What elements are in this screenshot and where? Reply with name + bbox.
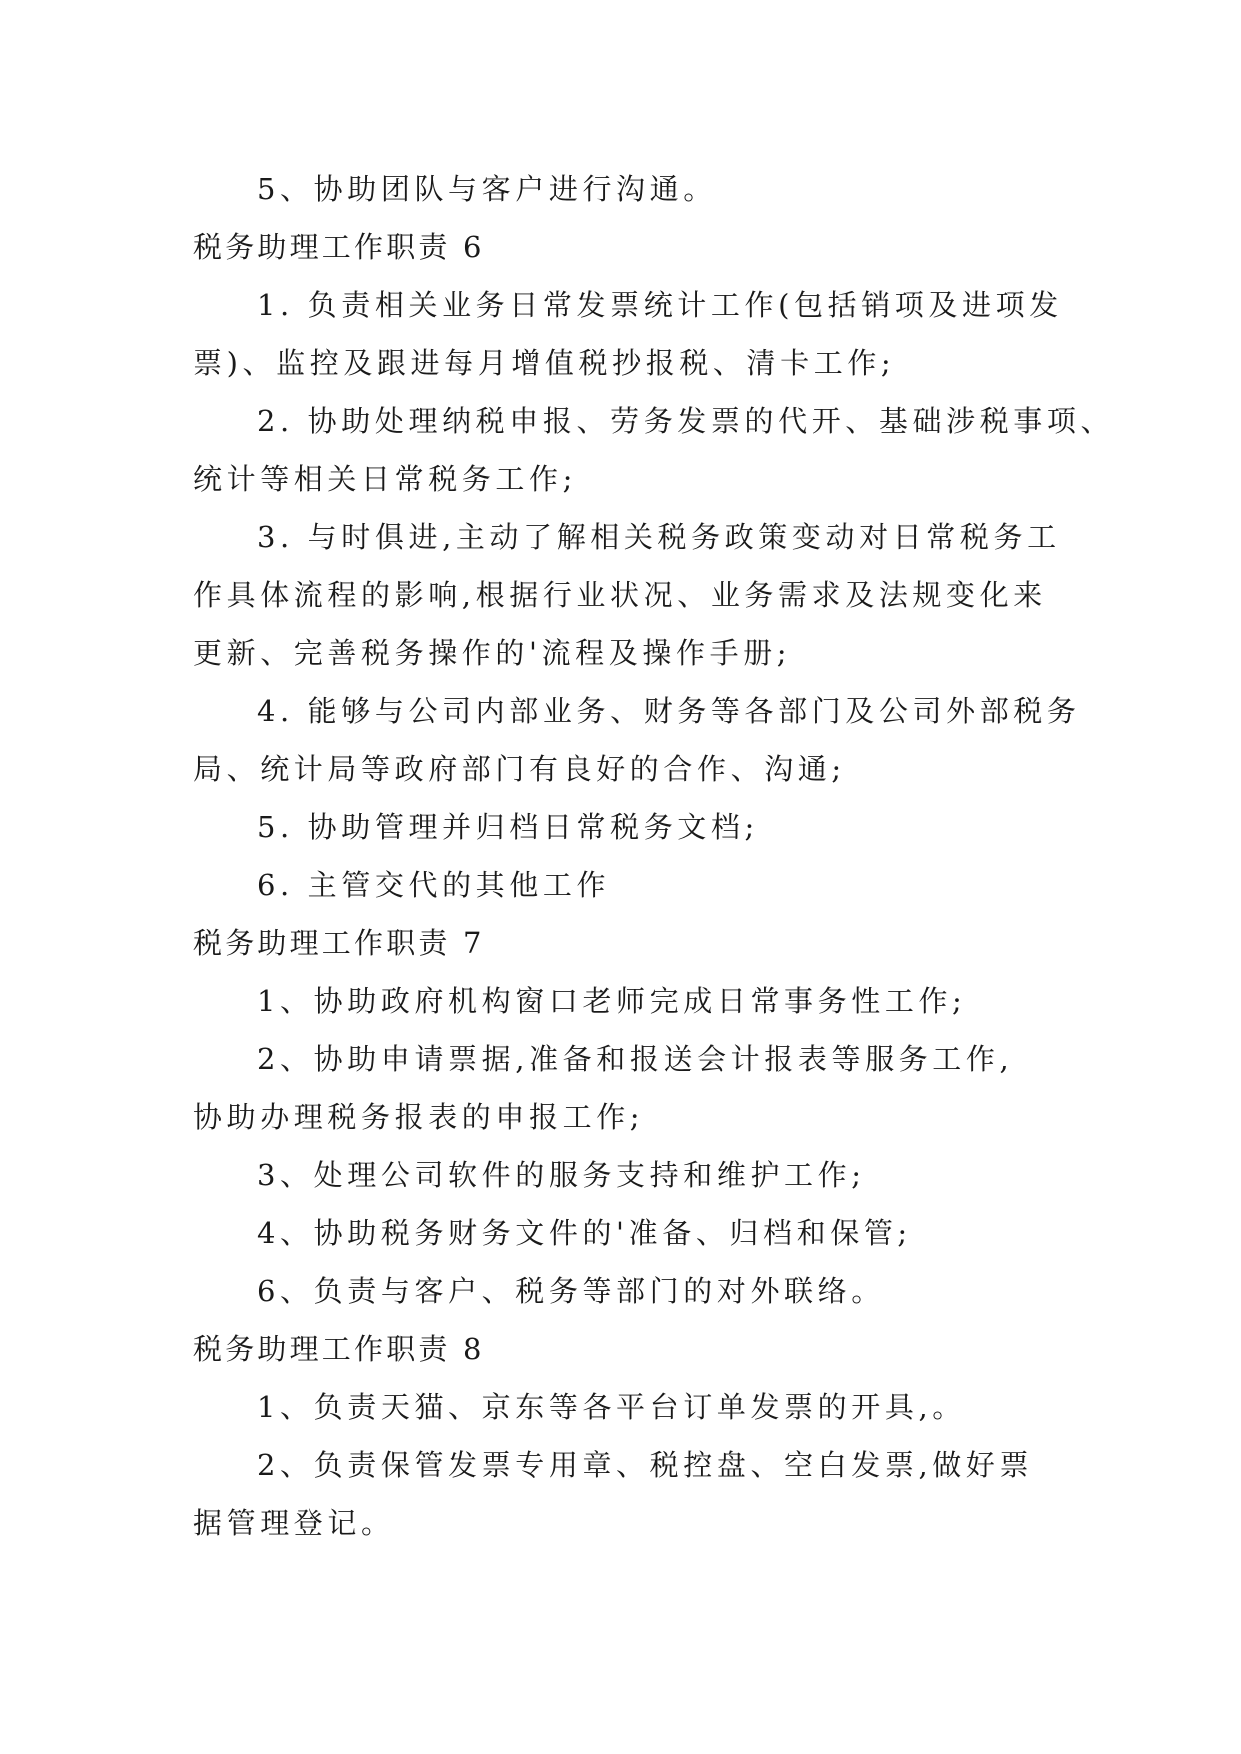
paragraph-line: 5. 协助管理并归档日常税务文档; <box>257 810 759 844</box>
paragraph-line: 5、协助团队与客户进行沟通。 <box>257 172 717 206</box>
paragraph-line: 票)、监控及跟进每月增值税抄报税、清卡工作; <box>193 346 896 380</box>
paragraph-line: 4. 能够与公司内部业务、财务等各部门及公司外部税务 <box>257 694 1081 728</box>
paragraph-line: 2. 协助处理纳税申报、劳务发票的代开、基础涉税事项、 <box>257 404 1115 438</box>
paragraph-line: 3、处理公司软件的服务支持和维护工作; <box>257 1158 866 1192</box>
document-body <box>193 160 1115 1552</box>
paragraph-line: 局、统计局等政府部门有良好的合作、沟通; <box>193 752 846 786</box>
section-heading: 税务助理工作职责 7 <box>193 926 485 960</box>
paragraph-line: 2、负责保管发票专用章、税控盘、空白发票,做好票 <box>257 1448 1034 1482</box>
paragraph-line: 1、协助政府机构窗口老师完成日常事务性工作; <box>257 984 967 1018</box>
paragraph-line: 更新、完善税务操作的'流程及操作手册; <box>193 636 792 670</box>
paragraph-line: 4、协助税务财务文件的'准备、归档和保管; <box>257 1216 912 1250</box>
paragraph-line: 2、协助申请票据,准备和报送会计报表等服务工作, <box>257 1042 1014 1076</box>
section-heading: 税务助理工作职责 6 <box>193 230 485 264</box>
paragraph-line: 1. 负责相关业务日常发票统计工作(包括销项及进项发 <box>257 288 1063 322</box>
paragraph-line: 6. 主管交代的其他工作 <box>257 868 611 902</box>
paragraph-line: 3. 与时俱进,主动了解相关税务政策变动对日常税务工 <box>257 520 1061 554</box>
paragraph-line: 作具体流程的影响,根据行业状况、业务需求及法规变化来 <box>193 578 1047 612</box>
paragraph-line: 6、负责与客户、税务等部门的对外联络。 <box>257 1274 885 1308</box>
section-heading: 税务助理工作职责 8 <box>193 1332 485 1366</box>
paragraph-line: 统计等相关日常税务工作; <box>193 462 577 496</box>
paragraph-line: 1、负责天猫、京东等各平台订单发票的开具,。 <box>257 1390 966 1424</box>
paragraph-line: 据管理登记。 <box>193 1506 395 1540</box>
paragraph-line: 协助办理税务报表的申报工作; <box>193 1100 645 1134</box>
